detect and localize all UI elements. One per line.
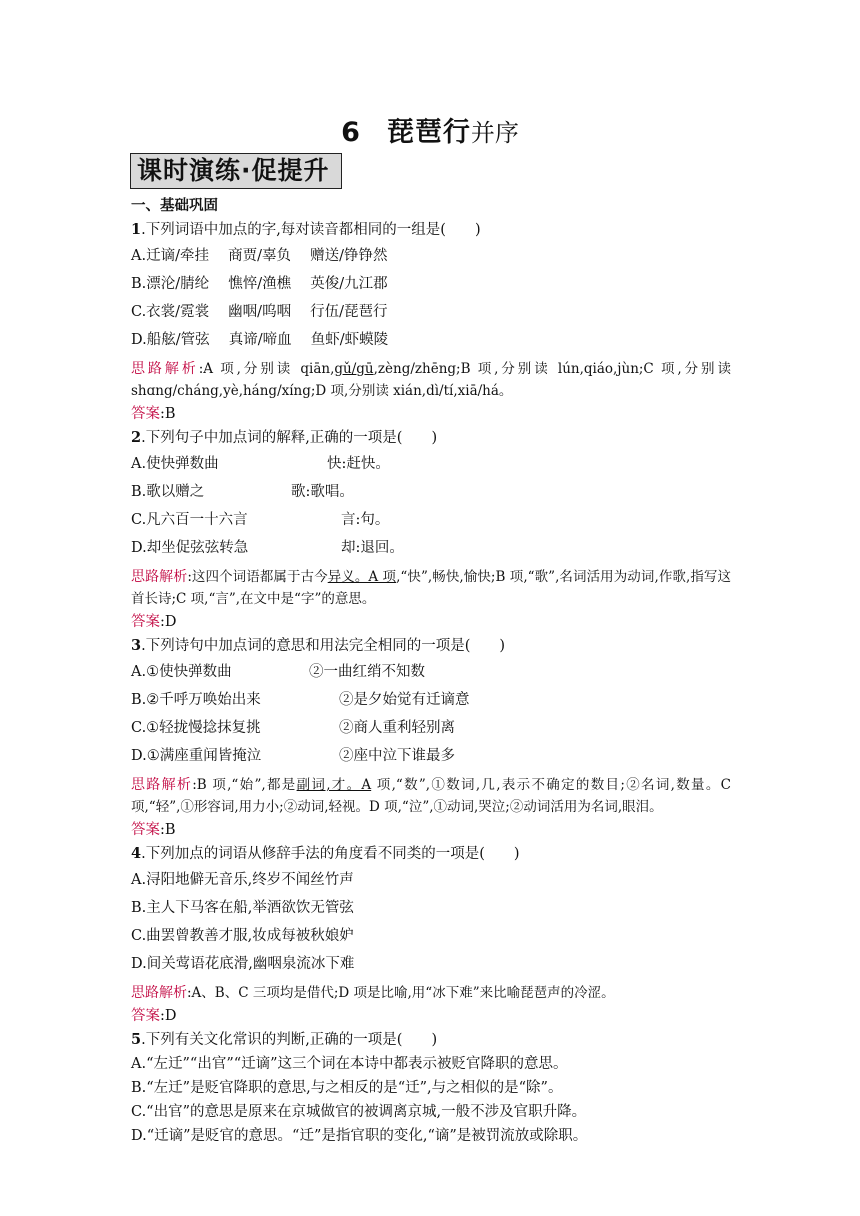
answer-value: :B — [160, 406, 176, 422]
question-text: .下列词语中加点的字,每对读音都相同的一组是( ) — [141, 222, 481, 238]
question-text: .下列有关文化常识的判断,正确的一项是( ) — [141, 1032, 438, 1048]
analysis-text: ,“快”,畅快,愉快;B 项,“歌”,名词活用为动词,作歌,指写这首长诗;C 项,“言”,在文中是“字”的意思。 — [131, 569, 731, 607]
option-d — [131, 534, 731, 562]
option-b: B.“左迁”是贬官降职的意思,与之相反的是“迁”,与之相似的是“除”。 — [131, 1080, 563, 1096]
question-number: 1 — [131, 221, 142, 238]
analysis-text: :这四个词语都属于古今 — [187, 569, 328, 585]
option-a: A.“左迁”“出官”“迁谪”这三个词在本诗中都表示被贬官降职的意思。 — [131, 1056, 568, 1072]
question-stem — [131, 842, 731, 866]
option-d: D.“迁谪”是贬官的意思。“迁”是指官职的变化,“谪”是被罚流放或除职。 — [131, 1128, 588, 1144]
answer-value: :D — [160, 614, 177, 630]
question-stem — [131, 218, 731, 242]
analysis-text: ,zèng/zhēng;B 项,分别读 lún,qiáo,jùn;C 项,分别读 shɑng/cháng,yè,háng/xíng;D 项,分别读 xián,dì/tí,xiā/há。 — [131, 361, 731, 399]
option-text: C.①轻拢慢捻抹复挑 — [131, 720, 261, 736]
analysis-text: :B 项,“始”,都是 — [192, 777, 297, 793]
section-banner: 课时演练·促提升 — [130, 153, 342, 189]
analysis — [131, 982, 731, 1004]
question-number: 3 — [131, 637, 142, 654]
option-b: B.漂沦/腈纶 憔悴/渔樵 英俊/九江郡 — [131, 276, 388, 292]
question-stem — [131, 634, 731, 658]
option-text-2: ②商人重利轻别离 — [339, 720, 455, 736]
option-a: A.浔阳地僻无音乐,终岁不闻丝竹声 — [131, 872, 354, 888]
option-text: B.歌以赠之 — [131, 484, 205, 500]
question-text: .下列诗句中加点词的意思和用法完全相同的一项是( ) — [141, 638, 506, 654]
section-heading: 一、基础巩固 — [131, 198, 218, 214]
option-c — [131, 506, 731, 534]
analysis-label: 思路解析 — [131, 361, 199, 377]
analysis-text: :A 项,分别读 qiān, — [198, 361, 335, 377]
lesson-title — [0, 110, 860, 149]
analysis-label: 思路解析 — [131, 777, 193, 793]
option-explanation: 歌:歌唱。 — [291, 484, 354, 500]
question-text: .下列加点的词语从修辞手法的角度看不同类的一项是( ) — [141, 846, 520, 862]
exercise-content — [131, 194, 731, 1148]
question-number: 2 — [131, 429, 142, 446]
analysis-underlined: 异义。A 项 — [327, 569, 397, 585]
question-stem — [131, 426, 731, 450]
option-d: D.间关莺语花底滑,幽咽泉流冰下难 — [131, 956, 355, 972]
lesson-name: 琵琶行 — [386, 117, 471, 148]
option-text: A.①使快弹数曲 — [131, 664, 232, 680]
option-explanation: 言:句。 — [341, 512, 390, 528]
analysis — [131, 358, 731, 402]
option-explanation: 却:退回。 — [341, 540, 404, 556]
option-b — [131, 686, 731, 714]
option-text-2: ②座中泣下谁最多 — [339, 748, 455, 764]
question-1 — [131, 218, 731, 426]
option-text: A.使快弹数曲 — [131, 456, 219, 472]
option-a — [131, 658, 731, 686]
analysis-underlined: gǔ/gū — [334, 361, 374, 377]
option-text-2: ②一曲红绡不知数 — [309, 664, 425, 680]
option-c: C.“出官”的意思是原来在京城做官的被调离京城,一般不涉及官职升降。 — [131, 1104, 587, 1120]
option-c — [131, 714, 731, 742]
option-a — [131, 450, 731, 478]
option-d: D.船舷/管弦 真谛/啼血 鱼虾/虾蟆陵 — [131, 332, 389, 348]
question-2 — [131, 426, 731, 634]
option-d — [131, 742, 731, 770]
answer-value: :D — [160, 1008, 177, 1024]
answer — [131, 818, 731, 842]
answer-label: 答案 — [131, 822, 160, 838]
question-4 — [131, 842, 731, 1028]
analysis-label: 思路解析 — [131, 985, 187, 1001]
option-b: B.主人下马客在船,举酒欲饮无管弦 — [131, 900, 354, 916]
answer — [131, 402, 731, 426]
option-b — [131, 478, 731, 506]
question-number: 5 — [131, 1031, 142, 1048]
option-explanation: 快:赶快。 — [327, 456, 390, 472]
answer-label: 答案 — [131, 614, 160, 630]
lesson-number: 6 — [341, 117, 361, 148]
option-text: D.①满座重闻皆掩泣 — [131, 748, 262, 764]
analysis — [131, 774, 731, 818]
answer — [131, 610, 731, 634]
question-stem — [131, 1028, 731, 1052]
option-c: C.曲罢曾教善才服,妆成每被秋娘妒 — [131, 928, 354, 944]
option-text: B.②千呼万唤始出来 — [131, 692, 261, 708]
question-number: 4 — [131, 845, 142, 862]
option-text: C.凡六百一十六言 — [131, 512, 248, 528]
option-text: D.却坐促弦弦转急 — [131, 540, 249, 556]
answer-label: 答案 — [131, 406, 160, 422]
analysis-underlined: 副词,才。A — [296, 777, 372, 793]
question-text: .下列句子中加点词的解释,正确的一项是( ) — [141, 430, 438, 446]
option-a: A.迁谪/牵挂 商贾/辜负 赠送/铮铮然 — [131, 248, 388, 264]
question-3 — [131, 634, 731, 842]
answer — [131, 1004, 731, 1028]
analysis — [131, 566, 731, 610]
lesson-subtitle: 并序 — [470, 119, 519, 147]
analysis-text: :A、B、C 三项均是借代;D 项是比喻,用“冰下难”来比喻琵琶声的冷涩。 — [187, 985, 615, 1001]
answer-value: :B — [160, 822, 176, 838]
option-text-2: ②是夕始觉有迁谪意 — [339, 692, 470, 708]
question-5 — [131, 1028, 731, 1148]
analysis-text: 项,“数”,①数词,几,表示不确定的数目;②名词,数量。C 项,“轻”,①形容词,用力小;②动词,轻视。D 项,“泣”,①动词,哭泣;②动词活用为名词,眼泪。 — [131, 777, 731, 815]
option-c: C.衣裳/霓裳 幽咽/呜咽 行伍/琵琶行 — [131, 304, 388, 320]
answer-label: 答案 — [131, 1008, 160, 1024]
analysis-label: 思路解析 — [131, 569, 188, 585]
